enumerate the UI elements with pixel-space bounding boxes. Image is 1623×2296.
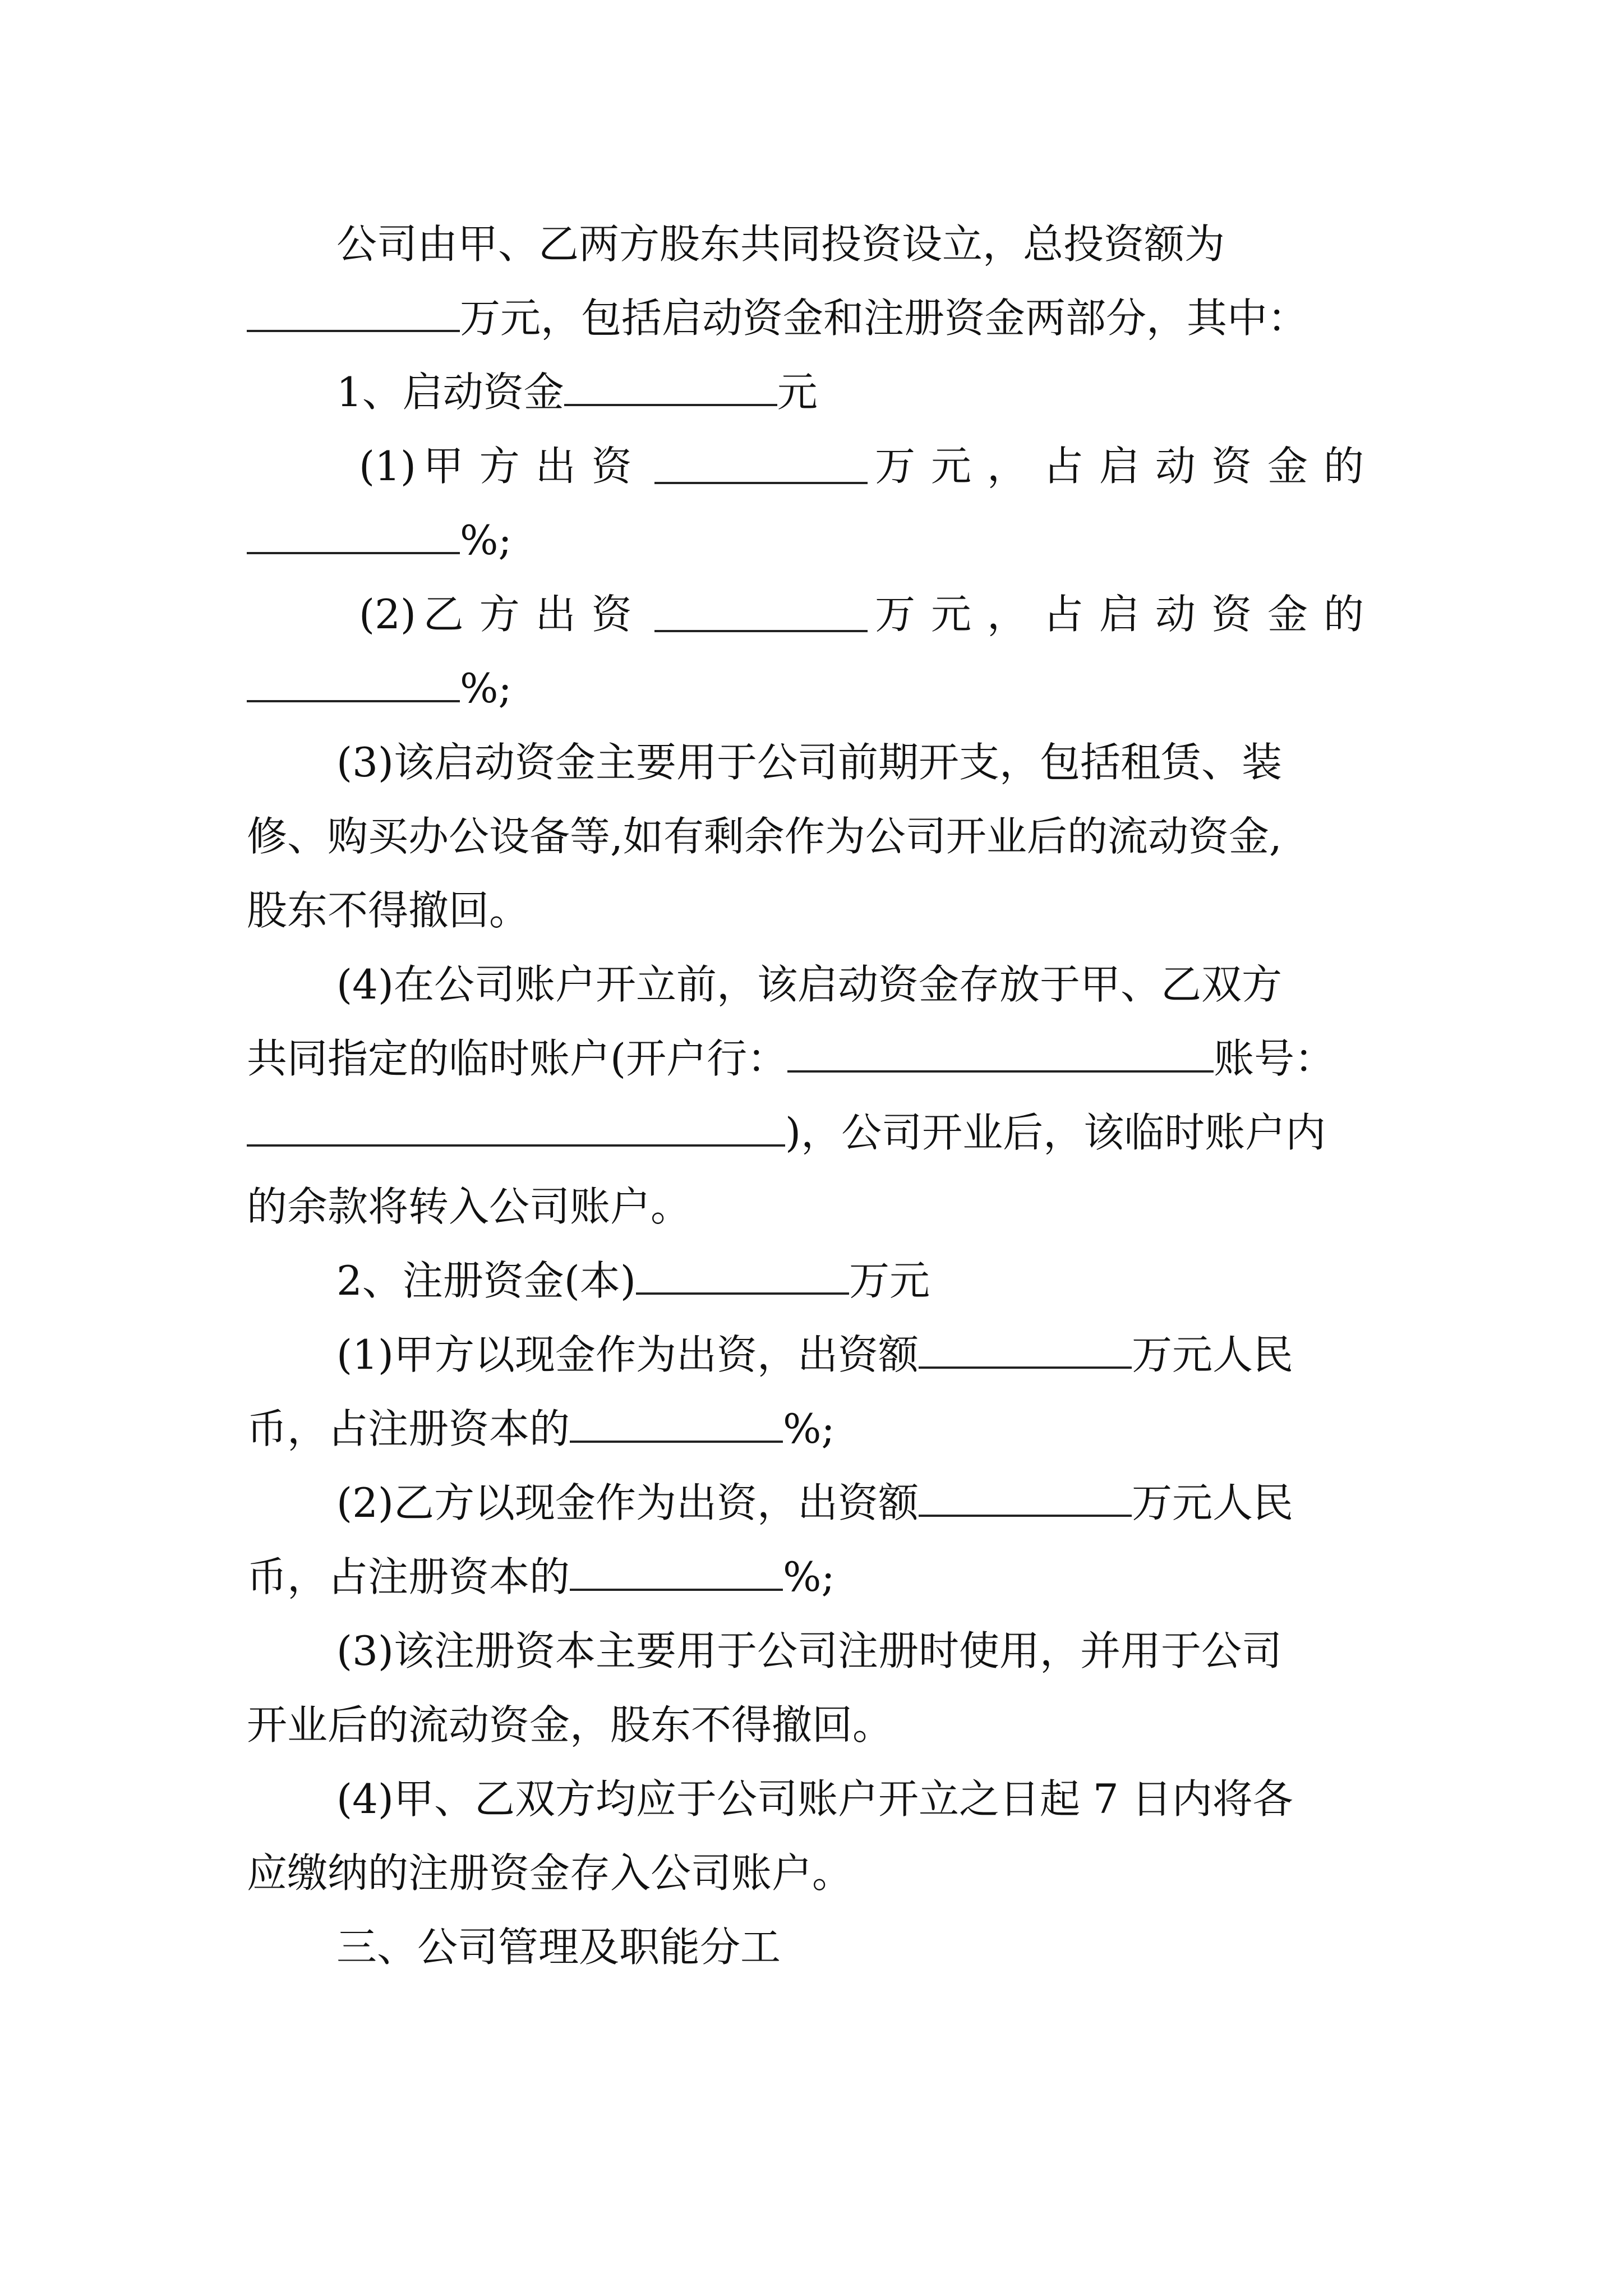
label: 1、启动资金 (336, 369, 564, 416)
item-party-b-registered-line1 (336, 1472, 1469, 1534)
party-a-startup-amount-blank[interactable] (654, 448, 868, 484)
party-b-registered-amount-blank[interactable] (919, 1481, 1132, 1517)
item-party-a-registered-line2 (247, 1398, 1380, 1460)
total-investment-blank[interactable] (247, 296, 460, 332)
paragraph-investment-line1 (336, 213, 1469, 275)
party-a-startup-pct-blank[interactable] (247, 518, 460, 554)
text: 公司由甲、乙两方股东共同投资设立，总投资额为 (336, 220, 1225, 268)
section-heading (336, 1916, 1469, 1978)
text: 账号： (1214, 1035, 1335, 1082)
item-temp-account-line3 (247, 1102, 1380, 1163)
text: 万元人民 (1132, 1331, 1294, 1378)
text: )，公司开业后，该临时账户内 (785, 1109, 1326, 1156)
item-startup-usage-line1 (336, 731, 1469, 793)
text: 乙方出资 (423, 591, 648, 638)
item-startup-capital (336, 361, 1469, 423)
text: (1)甲方以现金作为出资，出资额 (336, 1331, 919, 1378)
item-registered-capital (336, 1250, 1469, 1312)
unit: 万元 (849, 1257, 930, 1304)
item-number: (2) (359, 591, 416, 638)
item-party-a-startup-pct (247, 509, 1380, 571)
text: (4)在公司账户开立前，该启动资金存放于甲、乙双方 (336, 961, 1282, 1008)
startup-capital-blank[interactable] (564, 370, 777, 406)
text: 万元，包括启动资金和注册资金两部分，其中： (460, 295, 1308, 342)
party-b-registered-pct-blank[interactable] (570, 1555, 783, 1591)
party-a-registered-pct-blank[interactable] (570, 1407, 783, 1443)
item-deposit-line2 (247, 1842, 1380, 1904)
text: 股东不得撤回。 (247, 887, 530, 934)
text: (4)甲、乙双方均应于公司账户开立之日起 7 日内将各 (336, 1775, 1293, 1823)
item-party-b-startup (359, 583, 1380, 645)
bank-name-blank[interactable] (787, 1037, 1214, 1073)
account-number-blank[interactable] (247, 1111, 785, 1147)
item-deposit-line1 (336, 1768, 1469, 1830)
paragraph-investment-line2 (247, 287, 1380, 349)
item-startup-usage-line2 (247, 806, 1380, 867)
item-temp-account-line1 (336, 954, 1469, 1015)
text: 万元，占启动资金的 (874, 443, 1380, 490)
text: 币，占注册资本的 (247, 1405, 570, 1452)
percent-sign: %; (783, 1405, 835, 1452)
text: 币，占注册资本的 (247, 1553, 570, 1600)
item-temp-account-line4 (247, 1176, 1380, 1237)
item-number: (1) (359, 443, 416, 490)
text: 甲方出资 (423, 443, 648, 490)
text: (2)乙方以现金作为出资，出资额 (336, 1479, 919, 1526)
section-title: 三、公司管理及职能分工 (336, 1924, 781, 1971)
unit: 元 (777, 369, 818, 416)
party-b-startup-pct-blank[interactable] (247, 666, 460, 702)
text: 万元人民 (1132, 1479, 1294, 1526)
item-registered-usage-line1 (336, 1620, 1469, 1682)
item-registered-usage-line2 (247, 1694, 1380, 1756)
percent-sign: %; (460, 517, 512, 564)
item-party-b-registered-line2 (247, 1546, 1380, 1608)
item-party-a-registered-line1 (336, 1324, 1469, 1386)
party-a-registered-amount-blank[interactable] (919, 1333, 1132, 1369)
party-b-startup-amount-blank[interactable] (654, 596, 868, 632)
text: (3)该启动资金主要用于公司前期开支，包括租赁、装 (336, 739, 1282, 786)
text: (3)该注册资本主要用于公司注册时使用，并用于公司 (336, 1627, 1282, 1674)
item-startup-usage-line3 (247, 880, 1380, 941)
text: 万元，占启动资金的 (874, 591, 1380, 638)
text: 共同指定的临时账户(开户行： (247, 1035, 788, 1082)
label: 2、注册资金(本) (336, 1257, 636, 1304)
item-party-a-startup (359, 435, 1380, 497)
percent-sign: %; (783, 1553, 835, 1600)
registered-capital-blank[interactable] (636, 1259, 849, 1295)
text: 修、购买办公设备等,如有剩余作为公司开业后的流动资金, (247, 813, 1282, 860)
item-party-b-startup-pct (247, 657, 1380, 719)
text: 应缴纳的注册资金存入公司账户。 (247, 1849, 853, 1897)
text: 开业后的流动资金，股东不得撤回。 (247, 1701, 893, 1749)
percent-sign: %; (460, 665, 512, 712)
item-temp-account-line2 (247, 1028, 1380, 1089)
text: 的余款将转入公司账户。 (247, 1183, 691, 1230)
